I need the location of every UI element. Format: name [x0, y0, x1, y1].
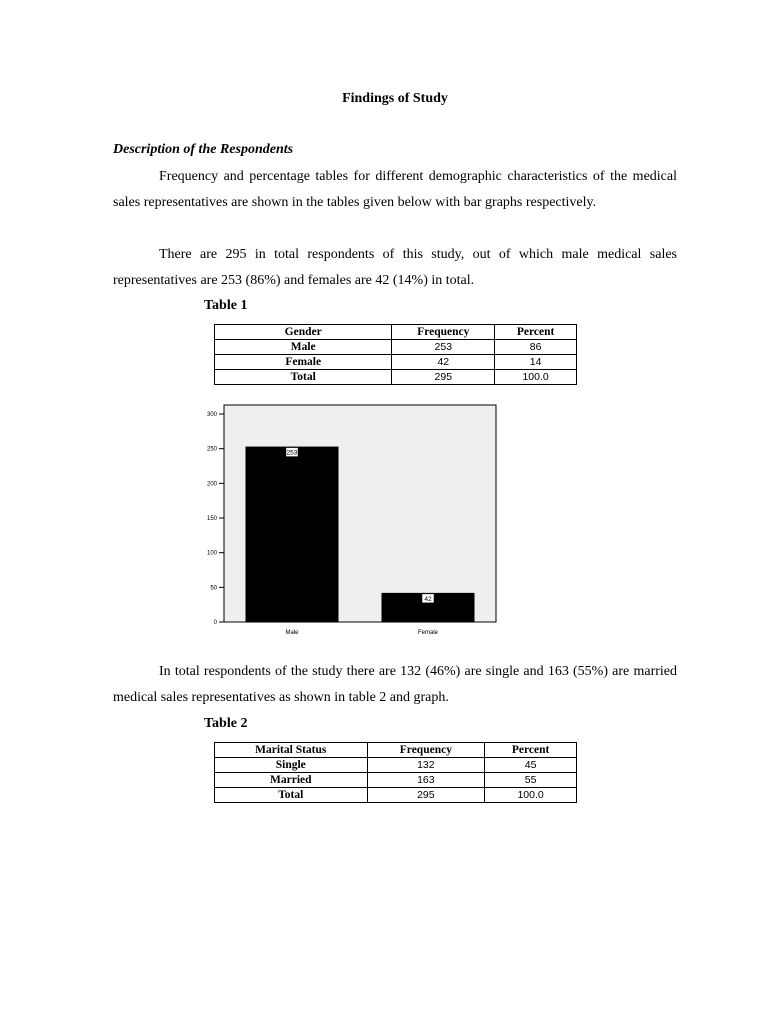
paragraph-3: In total respondents of the study there are 132 (46%) are single and 163 (55%) are married medical sales representatives as shown in table 2 and graph. — [113, 664, 677, 705]
row-label: Single — [215, 758, 368, 773]
frequency-cell: 132 — [367, 758, 485, 773]
percent-cell: 100.0 — [485, 788, 577, 803]
table-row — [215, 758, 577, 773]
percent-cell: 86 — [495, 340, 577, 355]
table-header-row — [215, 743, 577, 758]
table-2-label: Table 2 — [204, 716, 248, 731]
table-row — [215, 788, 577, 803]
header-frequency: Frequency — [367, 743, 485, 758]
bar-male — [246, 447, 339, 622]
y-tick-label: 150 — [206, 516, 217, 522]
y-tick-label: 100 — [206, 550, 217, 557]
header-percent: Percent — [485, 743, 577, 758]
table-row — [215, 355, 577, 370]
row-label: Total — [215, 788, 368, 803]
frequency-cell: 295 — [392, 370, 495, 385]
gender-bar-chart — [196, 400, 506, 650]
row-label: Total — [215, 370, 392, 385]
row-label: Male — [215, 340, 392, 355]
table-row — [215, 340, 577, 355]
data-label: 42 — [424, 595, 432, 603]
row-label: Female — [215, 355, 392, 370]
frequency-cell: 253 — [392, 340, 495, 355]
paragraph-1: Frequency and percentage tables for different demographic characteristics of the medical sales representatives are shown in the tables given below with bar graphs respectively. — [113, 169, 677, 210]
percent-cell: 55 — [485, 773, 577, 788]
table-1-label: Table 1 — [204, 298, 248, 313]
header-gender: Gender — [215, 325, 392, 340]
marital-status-frequency-table — [214, 742, 577, 803]
header-marital-status: Marital Status — [215, 743, 368, 758]
percent-cell: 14 — [495, 355, 577, 370]
percent-cell: 100.0 — [495, 370, 577, 385]
table-row — [215, 370, 577, 385]
frequency-cell: 295 — [367, 788, 485, 803]
y-tick-label: 0 — [213, 620, 217, 626]
gender-frequency-table — [214, 324, 577, 385]
data-label: 253 — [286, 449, 298, 457]
y-tick-label: 200 — [206, 481, 217, 488]
page-title: Findings of Study — [342, 91, 448, 106]
y-tick-label: 250 — [206, 446, 217, 453]
x-tick-label: Male — [285, 630, 299, 636]
y-tick-label: 50 — [210, 585, 217, 592]
header-frequency: Frequency — [392, 325, 495, 340]
bar-chart-svg — [196, 400, 506, 650]
percent-cell: 45 — [485, 758, 577, 773]
table-row — [215, 773, 577, 788]
x-tick-label: Female — [417, 630, 439, 636]
y-tick-label: 300 — [206, 412, 217, 418]
header-percent: Percent — [495, 325, 577, 340]
row-label: Married — [215, 773, 368, 788]
frequency-cell: 163 — [367, 773, 485, 788]
paragraph-2: There are 295 in total respondents of this study, out of which male medical sales representatives are 253 (86%) and females are 42 (14%) in total. — [113, 247, 677, 288]
section-heading: Description of the Respondents — [113, 142, 294, 157]
frequency-cell: 42 — [392, 355, 495, 370]
table-header-row — [215, 325, 577, 340]
